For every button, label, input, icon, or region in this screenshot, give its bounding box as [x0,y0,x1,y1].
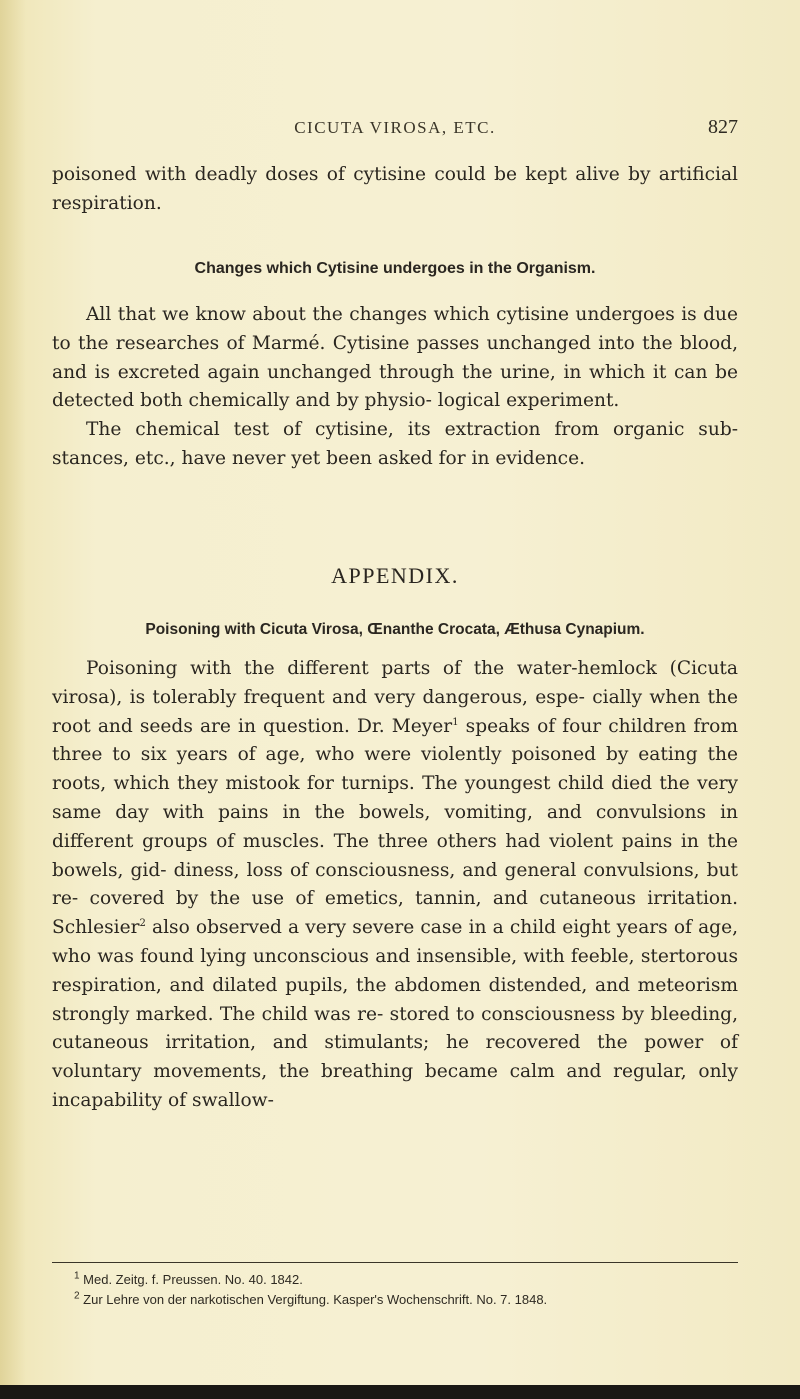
footnote-mark-2: 2 [74,1290,80,1302]
appendix-body [52,655,738,1116]
opening-paragraph [52,161,738,219]
appendix-title: APPENDIX. [331,563,459,588]
running-head [52,118,738,142]
opening-text: poisoned with deadly doses of cytisine could be kept alive by artificial respiration. [52,164,738,214]
appendix-text-part-2: speaks of four children from three to six years of age, who were violently poisoned by eating the roots, which they mistook for turnips. The youngest child died the very same day with pains in the bowels, vomiting, and convulsions in different groups of muscles. The three others had violent pains in the bowels, gid- diness, loss of consciousness, and general convulsions, but re- covered by the use of emetics, tannin, and cutaneous irritation. Schlesier [52,715,738,939]
footnote-ref-1: 1 [452,716,459,728]
footnote-rule [52,1262,738,1263]
appendix-paragraph [52,655,738,1116]
footnote-2 [52,1290,738,1310]
footnote-ref-2: 2 [139,917,146,929]
footnote-text-2: Zur Lehre von der narkotischen Vergiftung. Kasper's Wochenschrift. No. 7. 1848. [79,1292,548,1307]
footnote-mark-1: 1 [74,1270,80,1282]
appendix-text-part-1: Poisoning with the different parts of the water-hemlock (Cicuta virosa), is tolerably frequent and very dangerous, espe- cially when the root and seeds are in question. Dr. Meyer [52,658,738,737]
footnote-text-1: Med. Zeitg. f. Preussen. No. 40. 1842. [79,1272,303,1287]
section-heading-changes: Changes which Cytisine undergoes in the Organism. [194,260,596,277]
running-title: CICUTA VIROSA, ETC. [294,118,496,137]
changes-paragraph-2: The chemical test of cytisine, its extraction from organic sub- stances, etc., have never yet been asked for in evidence. [52,419,738,469]
scan-bottom-edge [0,1385,800,1399]
changes-paragraph-1: All that we know about the changes which cytisine undergoes is due to the researches of Marmé. Cytisine passes unchanged into the blood, and is excreted again unchanged through the urine, in which it can be detected both chemically and by physio- logical experiment. [52,304,738,412]
footnote-1 [52,1270,738,1290]
page-gutter-shadow [0,0,26,1399]
page-number: 827 [708,116,738,138]
appendix-heading: Poisoning with Cicuta Virosa, Œnanthe Crocata, Æthusa Cynapium. [145,621,645,638]
appendix-text-part-3: also observed a very severe case in a child eight years of age, who was found lying unconscious and insensible, with feeble, stertorous respiration, and dilated pupils, the abdomen distended, and meteorism strongly marked. The child was re- stored to consciousness by bleeding, cutaneous irritation, and stimulants; he recovered the power of voluntary movements, the breathing became calm and regular, only incapability of swallow- [52,917,738,1111]
footnotes [52,1270,738,1310]
section-changes-body [52,301,738,474]
